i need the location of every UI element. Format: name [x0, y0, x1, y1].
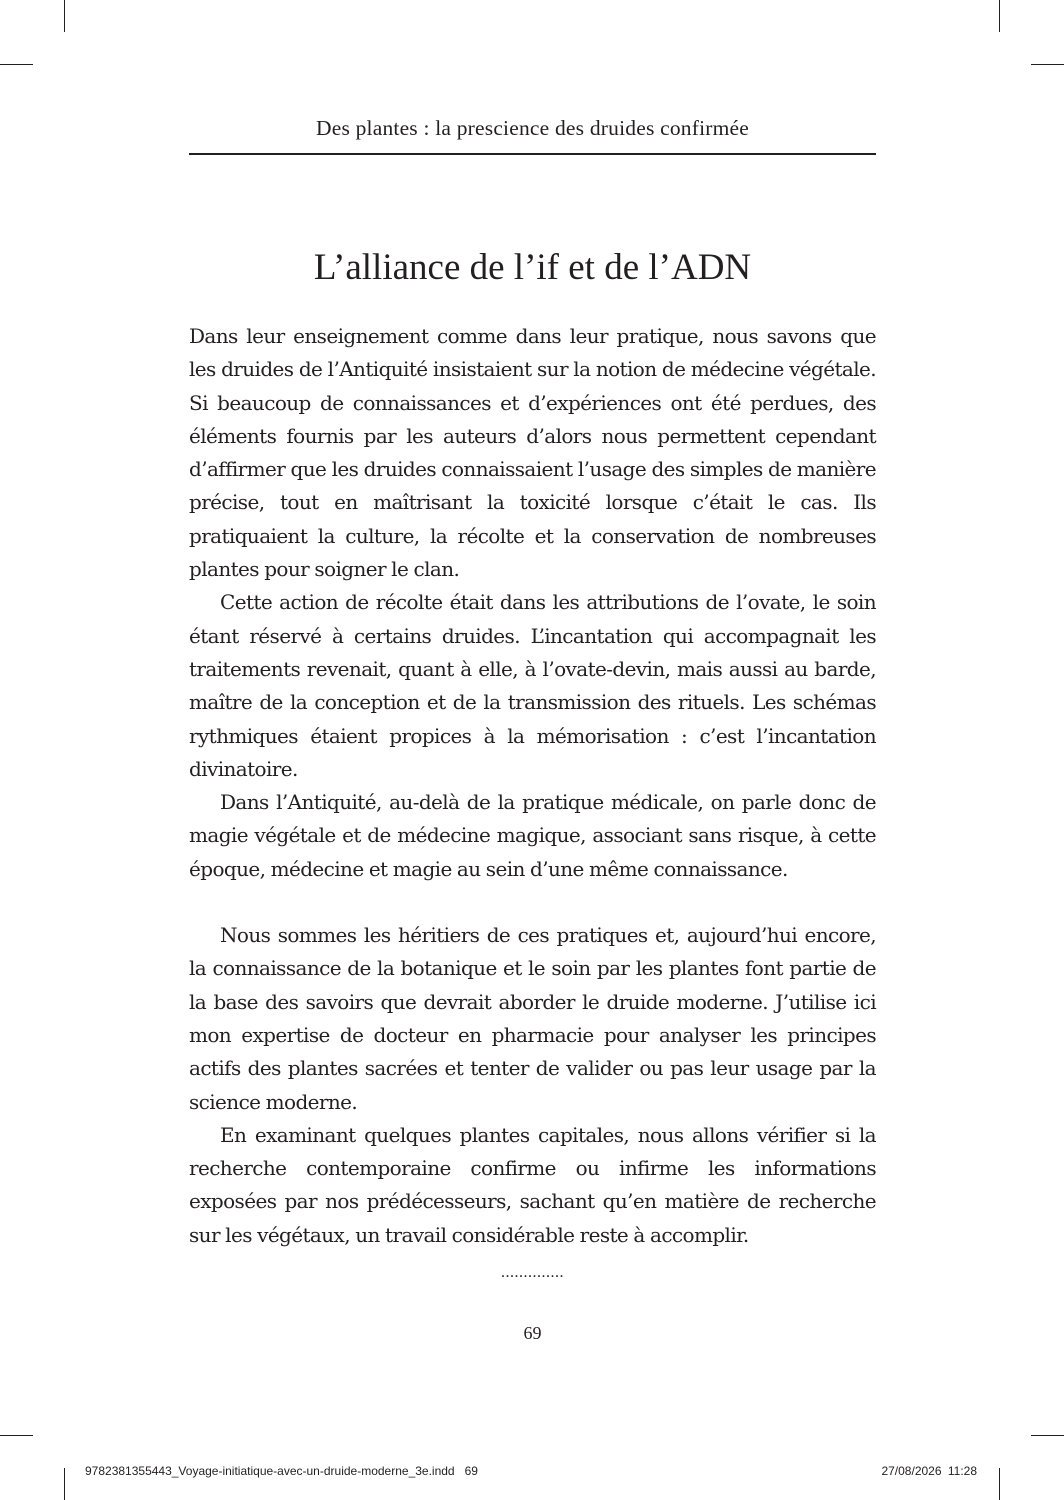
page-number: 69	[523, 1323, 542, 1343]
section-break	[189, 886, 876, 919]
paragraph-2: Cette action de récolte était dans les attributions de l’ovate, le soin étant réservé à certains druides. L’incantation qui accompagnait les traitements revenait, quant à elle, à l’ovate-devin, mais aussi au barde, maître de la conception et de la transmission des rituels. Les schémas rythmiques étaient propices à la mémorisation : c’est l’incantation divinatoire.	[189, 590, 876, 781]
crop-mark-bottom-left-vertical	[64, 1468, 65, 1500]
crop-mark-top-left-vertical	[64, 0, 65, 32]
crop-mark-bottom-right-horizontal	[1031, 1435, 1064, 1436]
slug-timestamp	[881, 1464, 977, 1478]
paragraph-3: Dans l’Antiquité, au-delà de la pratique médicale, on parle donc de magie végétale et de médecine magique, associant sans risque, à cette époque, médecine et magie au sein d’une même connaissance.	[189, 790, 876, 881]
crop-mark-top-left-horizontal	[0, 64, 33, 65]
crop-mark-bottom-left-horizontal	[0, 1435, 33, 1436]
slug-file-name: 9782381355443_Voyage-initiatique-avec-un-druide-moderne_3e.indd 69	[85, 1464, 478, 1478]
paragraph-5: En examinant quelques plantes capitales, nous allons vérifier si la recherche contemporaine confirme ou infirme les informations exposées par nos prédécesseurs, sachant qu’en matière de recherche sur les végétaux, un travail considérable reste à accomplir.	[189, 1122, 876, 1247]
chapter-title: L’alliance de l’if et de l’ADN	[313, 247, 752, 288]
paragraph-1: Dans leur enseignement comme dans leur pratique, nous savons que les druides de l’Antiquité insistaient sur la notion de médecine végétale. Si beaucoup de connaissances et d’expériences ont été perdues, des éléments fournis par les auteurs d’alors nous permettent cependant d’affirmer que les druides connaissaient l’usage des simples de manière précise, tout en maîtrisant la toxicité lorsque c’était le cas. Ils pratiquaient la culture, la récolte et la conservation de nombreuses plantes pour soigner le clan.	[189, 324, 876, 582]
paragraph-4: Nous sommes les héritiers de ces pratiques et, aujourd’hui encore, la connaissance de la botanique et le soin par les plantes font partie de la base des savoirs que devrait aborder le druide moderne. J’utilise ici mon expertise de docteur en pharmacie pour analyser les principes actifs des plantes sacrées et tenter de valider ou pas leur usage par la science moderne.	[189, 923, 876, 1114]
running-head-rule	[189, 153, 876, 155]
crop-mark-top-right-horizontal	[1031, 64, 1064, 65]
page-number-separator: ..............	[501, 1264, 564, 1281]
running-head: Des plantes : la prescience des druides confirmée	[315, 116, 750, 140]
body-text	[189, 320, 876, 1252]
slug-date: 27/08/2026	[881, 1464, 942, 1478]
crop-mark-bottom-right-vertical	[999, 1468, 1000, 1500]
slug-time: 11:28	[947, 1464, 977, 1478]
crop-mark-top-right-vertical	[999, 0, 1000, 32]
